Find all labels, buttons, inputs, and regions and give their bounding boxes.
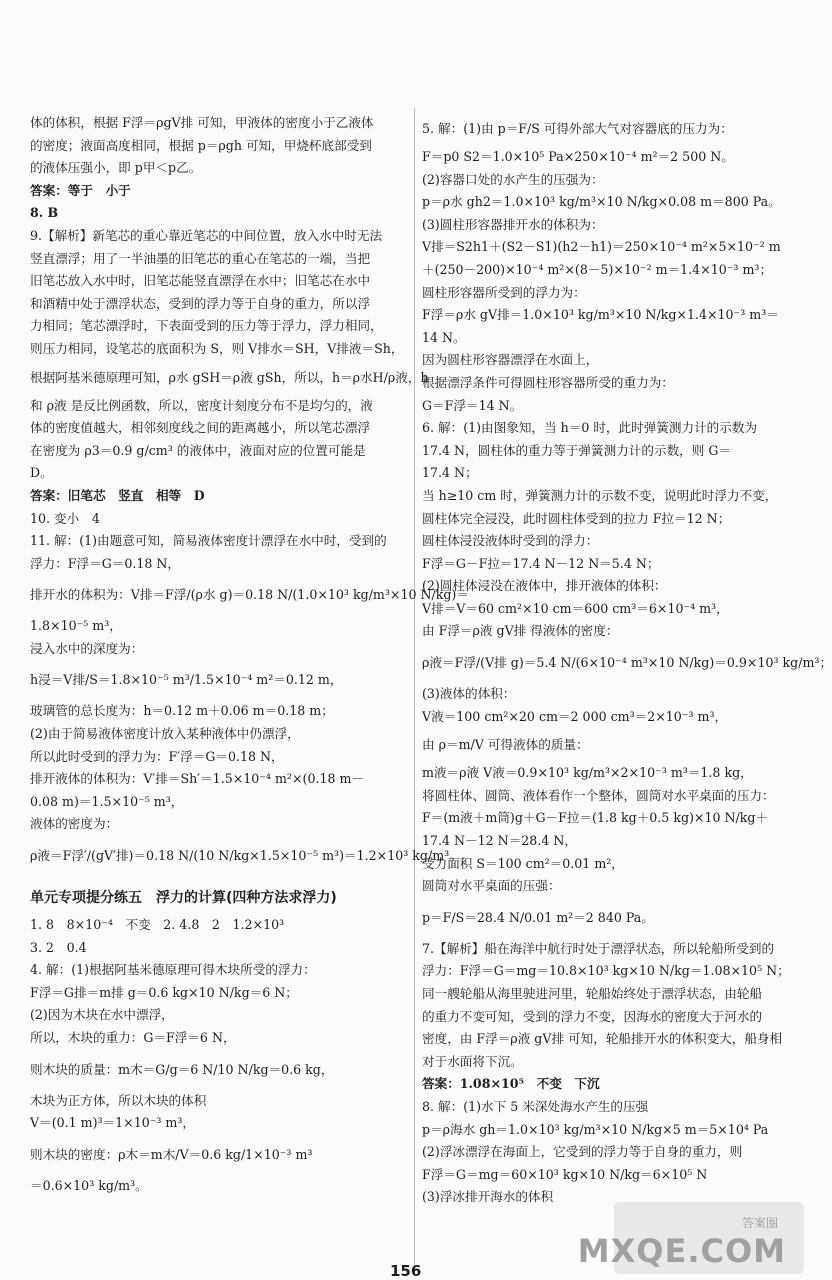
text-line: 体的体积，根据 F浮＝ρgV排 可知，甲液体的密度小于乙液体 <box>30 115 374 130</box>
text-line: 力相同；笔芯漂浮时，下表面受到的压力等于浮力，浮力相同， <box>30 318 383 334</box>
text-line: (3)浮冰排开海水的体积 <box>422 1189 554 1205</box>
text-line: 浮力：F浮＝G＝0.18 N， <box>30 555 181 571</box>
text-line: 圆柱体浸没液体时受到的浮力： <box>422 533 599 549</box>
text-line: 浮力：F浮＝G＝mg＝10.8×10³ kg×10 N/kg＝1.08×10⁵ N； <box>422 963 790 979</box>
text-line: (2)圆柱体浸没在液体中，排开液体的体积： <box>422 578 667 594</box>
text-line: 浸入水中的深度为： <box>30 640 144 656</box>
text-line: 11. 解：(1)由题意可知，简易液体密度计漂浮在水中时，受到的 <box>30 533 387 549</box>
text-line: 14 N。 <box>422 329 466 345</box>
text-line: 圆柱体完全浸没，此时圆柱体受到的拉力 F拉＝12 N； <box>422 510 731 526</box>
text-line: 受力面积 S＝100 cm²＝0.01 m²， <box>422 855 624 871</box>
question-number: 8. B <box>30 205 59 221</box>
text-line: 则压力相同，设笔芯的底面积为 S，则 V排水＝SH，V排液＝Sh， <box>30 340 404 356</box>
text-line: V液＝100 cm²×20 cm＝2 000 cm³＝2×10⁻³ m³， <box>422 708 728 724</box>
text-line: 因为圆柱形容器漂浮在水面上， <box>422 352 599 368</box>
formula-line: p＝F/S＝28.4 N/0.01 m²＝2 840 Pa。 <box>422 909 654 925</box>
watermark-text: 答案圈 <box>741 1216 778 1230</box>
text-line: 圆柱形容器所受到的浮力为： <box>422 284 586 300</box>
text-line: (2)由于简易液体密度计放入某种液体中仍漂浮， <box>30 726 300 742</box>
text-line: (2)因为木块在水中漂浮， <box>30 1007 174 1023</box>
text-line: p＝ρ水 gh2＝1.0×10³ kg/m³×10 N/kg×0.08 m＝800 Pa。 <box>422 194 781 210</box>
text-line: 液体的密度为： <box>30 816 119 832</box>
text-line: 17.4 N－12 N＝28.4 N， <box>422 833 577 849</box>
text-line: 的重力不变可知，受到的浮力不变，因海水的密度大于河水的 <box>422 1008 763 1024</box>
text-line: 排开液体的体积为：V′排＝Sh′＝1.5×10⁻⁴ m²×(0.18 m－ <box>30 771 365 787</box>
text-line: 木块为正方体，所以木块的体积 <box>30 1092 207 1108</box>
text-line: m液＝ρ液 V液＝0.9×10³ kg/m³×2×10⁻³ m³＝1.8 kg， <box>422 765 753 781</box>
text-line: 圆筒对水平桌面的压强： <box>422 878 561 894</box>
text-line: F＝p0 S2＝1.0×10⁵ Pa×250×10⁻⁴ m²＝2 500 N。 <box>422 149 734 164</box>
formula-line: ρ液＝F浮/(V排 g)＝5.4 N/(6×10⁻⁴ m³×10 N/kg)＝0.9×10³ kg/m³； <box>422 655 832 671</box>
text-line: (3)圆柱形容器排开水的体积为： <box>422 216 604 232</box>
text-line: V＝(0.1 m)³＝1×10⁻³ m³， <box>30 1115 196 1131</box>
text-line: 根据漂浮条件可得圆柱形容器所受的重力为： <box>422 374 674 390</box>
answer-line: 答案：等于 小于 <box>30 182 131 198</box>
text-line: F浮＝G＝mg＝60×10³ kg×10 N/kg＝6×10⁵ N <box>422 1166 708 1182</box>
text-line: F浮＝G－F拉＝17.4 N－12 N＝5.4 N； <box>422 555 660 571</box>
text-line: 旧笔芯放入水中时，旧笔芯能竖直漂浮在水中；旧笔芯在水中 <box>30 273 371 289</box>
text-line: 将圆柱体、圆筒、液体看作一个整体，圆筒对水平桌面的压力： <box>422 787 775 803</box>
text-line: 4. 解：(1)根据阿基米德原理可得木块所受的浮力： <box>30 962 316 978</box>
text-line: 竖直漂浮；用了一半油墨的旧笔芯的重心在笔芯的一端，当把 <box>30 250 371 266</box>
formula-line: h浸＝V排/S＝1.8×10⁻⁵ m³/1.5×10⁻⁴ m²＝0.12 m， <box>30 672 343 688</box>
text-line: 8. 解：(1)水下 5 米深处海水产生的压强 <box>422 1098 649 1114</box>
section-title: 单元专项提分练五 浮力的计算(四种方法求浮力) <box>30 890 337 907</box>
text-line: ＝0.6×10³ kg/m³。 <box>30 1177 148 1193</box>
column-divider <box>414 108 415 1276</box>
text-line: 5. 解：(1)由 p＝F/S 可得外部大气对容器底的压力为： <box>422 121 733 136</box>
text-line: G＝F浮＝14 N。 <box>422 397 523 413</box>
text-line: F浮＝ρ水 gV排＝1.0×10³ kg/m³×10 N/kg×1.4×10⁻³ m³＝ <box>422 307 779 323</box>
text-line: 由 ρ＝m/V 可得液体的质量： <box>422 737 589 753</box>
text-line: ＋(250－200)×10⁻⁴ m²×(8－5)×10⁻² m＝1.4×10⁻³ m³； <box>422 261 773 277</box>
text-line: 0.08 m)＝1.5×10⁻⁵ m³， <box>30 793 184 809</box>
text-line: 和酒精中处于漂浮状态，受到的浮力等于自身的重力，所以浮 <box>30 295 371 311</box>
text-line: 所以，木块的重力：G＝F浮＝6 N， <box>30 1030 236 1045</box>
text-line: V排＝S2h1＋(S2－S1)(h2－h1)＝250×10⁻⁴ m²×5×10⁻² m <box>422 239 781 255</box>
text-line: 的密度；液面高度相同，根据 p＝ρgh 可知，甲烧杯底部受到 <box>30 137 372 153</box>
text-line: 1. 8 8×10⁻⁴ 不变 2. 4.8 2 1.2×10³ <box>30 917 285 933</box>
text-line: 和 ρ液 是反比例函数，所以，密度计刻度分布不是均匀的，液 <box>30 397 373 413</box>
watermark-domain: MXQE.COM <box>577 1232 786 1270</box>
text-line: (2)容器口处的水产生的压强为： <box>422 171 604 187</box>
text-line: 1.8×10⁻⁵ m³， <box>30 618 122 634</box>
text-line: 体的密度值越大，相邻刻度线之间的距离越小，所以笔芯漂浮 <box>30 420 371 436</box>
text-line: 对于水面将下沉。 <box>422 1053 523 1069</box>
text-line: (3)液体的体积： <box>422 686 516 702</box>
text-line: 7.【解析】船在海洋中航行时处于漂浮状态，所以轮船所受到的 <box>422 940 775 956</box>
text-line: 由 F浮＝ρ液 gV排 得液体的密度： <box>422 623 619 639</box>
text-line: F浮＝G排＝m排 g＝0.6 kg×10 N/kg＝6 N； <box>30 984 298 1000</box>
text-line: 10. 变小 4 <box>30 510 100 526</box>
formula-line: ρ液＝F浮′/(gV′排)＝0.18 N/(10 N/kg×1.5×10⁻⁵ m³)＝1.2×10³ kg/m³。 <box>30 848 462 864</box>
text-line: 所以此时受到的浮力为：F′浮＝G＝0.18 N， <box>30 748 284 764</box>
answer-line: 答案：旧笔芯 竖直 相等 D <box>30 487 205 503</box>
formula-line: 则木块的质量：m木＝G/g＝6 N/10 N/kg＝0.6 kg， <box>30 1061 334 1077</box>
text-line: 根据阿基米德原理可知，ρ水 gSH＝ρ液 gSh，所以，h＝ρ水H/ρ液，h <box>30 369 429 385</box>
text-line: (2)浮冰漂浮在海面上，它受到的浮力等于自身的重力，则 <box>422 1144 743 1160</box>
text-line: 17.4 N； <box>422 465 478 481</box>
formula-line: 则木块的密度：ρ木＝m木/V＝0.6 kg/1×10⁻³ m³ <box>30 1146 313 1162</box>
text-line: 6. 解：(1)由图象知，当 h＝0 时，此时弹簧测力计的示数为 <box>422 420 758 436</box>
text-line: 3. 2 0.4 <box>30 939 87 955</box>
text-line: 9.【解析】新笔芯的重心靠近笔芯的中间位置，放入水中时无法 <box>30 227 383 243</box>
page-number: 156 <box>390 1262 422 1280</box>
text-line: 在密度为 ρ3＝0.9 g/cm³ 的液体中，液面对应的位置可能是 <box>30 442 366 458</box>
watermark-logo <box>577 1202 804 1274</box>
text-line: 17.4 N，圆柱体的重力等于弹簧测力计的示数，则 G＝ <box>422 442 732 458</box>
text-line: 当 h≥10 cm 时，弹簧测力计的示数不变，说明此时浮力不变， <box>422 487 778 503</box>
text-line: 同一艘轮船从海里驶进河里，轮船始终处于漂浮状态，由轮船 <box>422 986 763 1001</box>
formula-line: 排开水的体积为：V排＝F浮/(ρ水 g)＝0.18 N/(1.0×10³ kg/m³×10 N/kg)＝ <box>30 587 469 603</box>
answer-line: 答案：1.08×10⁵ 不变 下沉 <box>422 1076 600 1092</box>
text-line: V排＝V＝60 cm²×10 cm＝600 cm³＝6×10⁻⁴ m³， <box>422 600 729 616</box>
text-line: 密度，由 F浮＝ρ液 gV排 可知，轮船排开水的体积变大，船身相 <box>422 1031 783 1047</box>
text-line: 玻璃管的总长度为：h＝0.12 m＋0.06 m＝0.18 m； <box>30 703 334 719</box>
text-line: D。 <box>30 465 53 481</box>
text-line: 的液体压强小，即 p甲＜p乙。 <box>30 160 202 176</box>
text-line: F＝(m液＋m筒)g＋G－F拉＝(1.8 kg＋0.5 kg)×10 N/kg＋ <box>422 810 769 826</box>
right-column <box>422 112 832 1209</box>
text-line: p＝ρ海水 gh＝1.0×10³ kg/m³×10 N/kg×5 m＝5×10⁴ Pa <box>422 1121 769 1137</box>
